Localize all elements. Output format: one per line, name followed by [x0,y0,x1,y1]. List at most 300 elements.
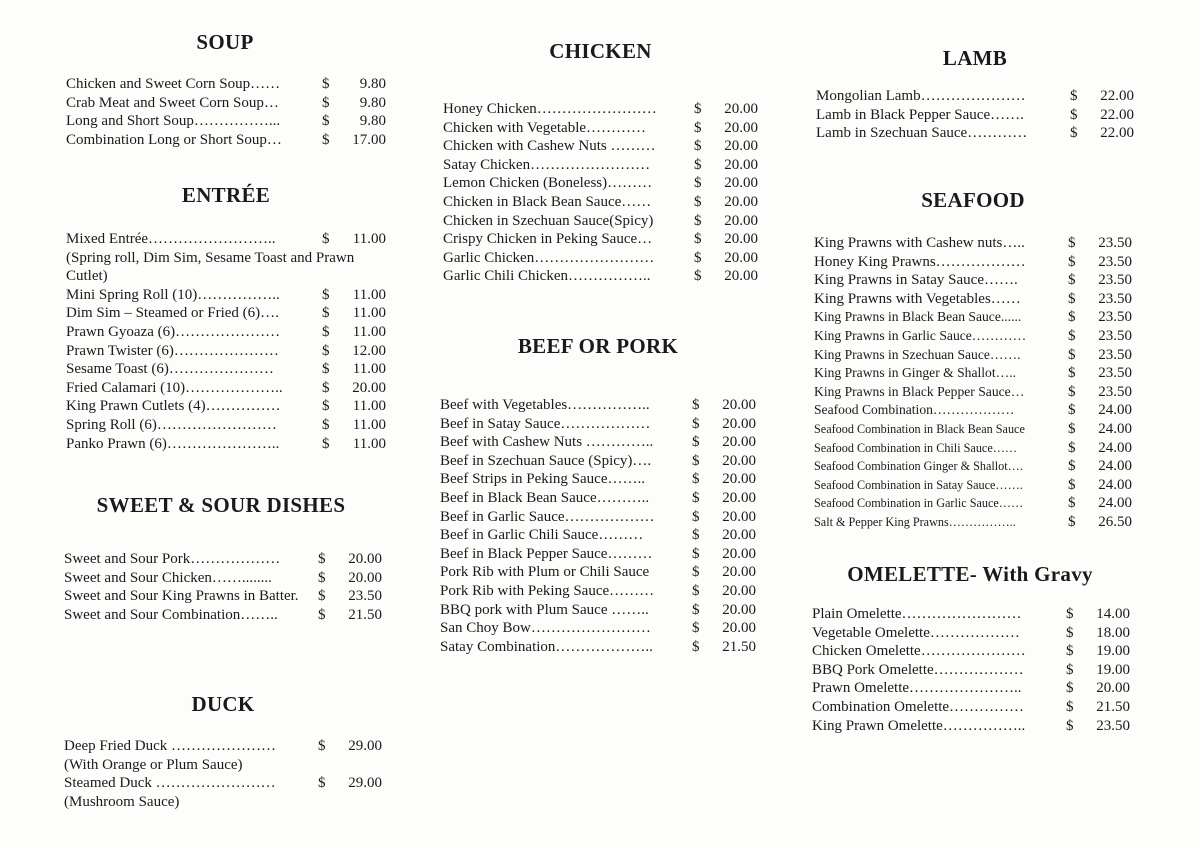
item-name: Combination Long or Short Soup… [66,131,282,148]
menu-item [66,230,386,249]
menu-item [814,476,1132,495]
section-title: SEAFOOD [921,188,1025,212]
currency: $ [322,94,330,111]
menu-item [812,642,1130,661]
item-price: 20.00 [724,231,758,248]
item-price: 11.00 [352,361,386,378]
item-note: (Mushroom Sauce) [64,793,180,810]
item-name: Chicken in Black Bean Sauce…… [443,193,652,210]
currency: $ [322,323,330,340]
currency: $ [694,119,702,136]
menu-item [440,415,756,434]
item-price: 9.80 [359,94,386,111]
item-price: 11.00 [352,231,386,247]
item-name: Steamed Duck …………………… [64,775,276,792]
item-name: Prawn Gyoaza (6)………………… [66,323,281,340]
item-name: Beef in Garlic Sauce……………… [440,508,655,525]
menu-item [812,605,1130,624]
section-chicken [443,39,758,286]
item-name: Combination Omelette…………… [812,698,1025,715]
item-name: Plain Omelette…………………… [812,606,1022,622]
item-name: Sweet and Sour King Prawns in Batter. [64,588,299,605]
currency: $ [1068,383,1076,400]
item-name: King Prawns with Vegetables…… [814,290,1021,307]
item-name: Beef in Szechuan Sauce (Spicy)…. [440,452,652,469]
item-price: 12.00 [352,342,386,359]
item-name: King Prawns in Szechuan Sauce……. [814,346,1021,362]
menu-item [443,100,758,119]
menu-item [66,397,386,416]
menu-item [440,563,756,582]
menu-item [814,271,1132,290]
menu-item [816,87,1134,106]
menu-item [64,606,382,625]
item-name: King Prawn Omelette…………….. [812,717,1026,734]
menu-item [66,416,386,435]
menu-item [66,304,386,323]
menu-item [440,452,756,471]
item-price: 20.00 [724,101,758,117]
item-name: Seafood Combination in Chili Sauce…… [814,440,1018,455]
menu-item [66,323,386,342]
item-name: Spring Roll (6)…………………… [66,416,277,433]
item-price: 14.00 [1096,606,1130,622]
section-title: SWEET & SOUR DISHES [96,493,346,517]
item-name: Lamb in Black Pepper Sauce……. [816,106,1024,123]
menu-item [440,619,756,638]
currency: $ [318,738,326,754]
currency: $ [1066,680,1074,697]
menu-item [64,550,382,569]
menu-item [816,124,1134,143]
item-price: 23.50 [1096,717,1130,734]
item-name: Garlic Chili Chicken…………….. [443,268,651,285]
currency: $ [322,361,330,378]
menu-item [64,737,382,756]
item-name: Beef in Black Bean Sauce……….. [440,489,650,506]
item-price: 22.00 [1100,125,1134,142]
menu-item [814,308,1132,327]
currency: $ [694,138,702,155]
item-name: Satay Chicken…………………… [443,156,651,173]
item-price: 11.00 [352,286,386,303]
item-price: 22.00 [1100,106,1134,123]
currency: $ [322,435,330,452]
menu-list [66,75,386,149]
item-price: 20.00 [352,379,386,396]
item-price: 23.50 [1098,272,1132,289]
item-price: 23.50 [1098,365,1132,382]
menu-item [440,526,756,545]
currency: $ [692,471,700,488]
currency: $ [1066,606,1074,622]
item-name: Beef in Garlic Chili Sauce……… [440,527,644,544]
item-price: 11.00 [352,323,386,340]
item-price: 24.00 [1098,439,1132,456]
item-name: Seafood Combination……………… [814,402,1015,418]
item-name: King Prawns with Cashew nuts….. [814,235,1025,251]
menu-list [440,396,756,656]
menu-item [440,601,756,620]
item-name: Chicken in Szechuan Sauce(Spicy) [443,212,654,229]
item-name: King Prawns in Garlic Sauce………… [814,327,1027,343]
item-price: 23.50 [1098,235,1132,251]
section-sweet-sour [64,493,382,624]
item-name: Salt & Pepper King Prawns…………….. [814,514,1016,529]
item-name: Long and Short Soup……………... [66,113,281,130]
item-name: Sweet and Sour Combination…….. [64,606,278,623]
currency: $ [692,397,700,413]
currency: $ [322,416,330,433]
menu-list [443,100,758,286]
currency: $ [322,398,330,415]
item-name: Mongolian Lamb………………… [816,88,1026,104]
menu-item [443,212,758,231]
menu-list [64,550,382,624]
item-price: 24.00 [1098,420,1132,437]
menu-item [66,94,386,113]
item-price: 20.00 [722,489,756,506]
currency: $ [692,452,700,469]
item-name: Sweet and Sour Chicken……........ [64,569,272,586]
item-price: 20.00 [724,249,758,266]
currency: $ [692,527,700,544]
item-price: 20.00 [722,452,756,469]
item-name: Fried Calamari (10)……………….. [66,379,283,396]
item-name: Prawn Omelette………………….. [812,680,1022,697]
item-name: Sesame Toast (6)………………… [66,361,274,378]
currency: $ [1068,235,1076,251]
section-title: SOUP [196,30,254,54]
item-price: 20.00 [348,569,382,586]
item-name: Chicken Omelette………………… [812,643,1026,660]
item-price: 20.00 [722,415,756,432]
currency: $ [692,564,700,581]
item-name: Mini Spring Roll (10)…………….. [66,286,280,303]
menu-item [440,508,756,527]
section-beef-pork [440,334,756,656]
item-name: Crab Meat and Sweet Corn Soup… [66,94,279,111]
section-title: ENTRÉE [181,183,271,207]
item-name: Satay Combination……………….. [440,638,653,655]
menu-item [66,112,386,131]
menu-item [812,717,1130,736]
currency: $ [694,175,702,192]
menu-item [440,396,756,415]
menu-item [443,156,758,175]
menu-item [440,470,756,489]
menu-item [814,513,1132,532]
menu-item [443,267,758,286]
item-name: Beef with Vegetables…………….. [440,397,650,413]
currency: $ [692,489,700,506]
menu-item [440,433,756,452]
item-name: Chicken with Vegetable………… [443,119,647,136]
currency: $ [692,601,700,618]
menu-item [814,290,1132,309]
item-name: Pork Rib with Plum or Chili Sauce [440,564,650,581]
item-price: 19.00 [1096,661,1130,678]
item-name: Beef in Satay Sauce……………… [440,415,651,432]
item-name: San Choy Bow…………………… [440,620,651,637]
item-price: 20.00 [724,138,758,155]
item-name: Vegetable Omelette……………… [812,624,1020,641]
item-name: King Prawns in Black Bean Sauce...... [814,309,1022,325]
item-price: 21.50 [348,606,382,623]
menu-item [443,249,758,268]
currency: $ [1068,513,1076,530]
item-price: 20.00 [722,397,756,413]
menu-item [440,582,756,601]
item-name: Seafood Combination in Black Bean Sauce [814,421,1025,436]
item-name: BBQ Pork Omelette……………… [812,661,1024,678]
currency: $ [318,588,326,605]
item-name: Beef in Black Pepper Sauce……… [440,545,653,562]
item-name: King Prawns in Black Pepper Sauce… [814,383,1025,399]
menu-item [66,435,386,454]
item-name: Sweet and Sour Pork……………… [64,551,281,567]
currency: $ [1068,458,1076,475]
menu-item [440,638,756,657]
item-name: Lamb in Szechuan Sauce………… [816,125,1028,142]
item-price: 9.80 [359,76,386,92]
section-seafood [814,188,1132,532]
menu-item [440,489,756,508]
item-price: 20.00 [724,193,758,210]
item-note: (Spring roll, Dim Sim, Sesame Toast and Prawn Cutlet) [66,249,355,285]
currency: $ [1068,402,1076,419]
currency: $ [1068,476,1076,493]
item-name: Dim Sim – Steamed or Fried (6)…. [66,305,279,322]
item-price: 24.00 [1098,476,1132,493]
menu-item [443,119,758,138]
currency: $ [1066,698,1074,715]
currency: $ [1068,290,1076,307]
menu-item [814,420,1132,439]
currency: $ [322,305,330,322]
section-entree [66,183,386,453]
currency: $ [318,569,326,586]
item-price: 21.50 [1096,698,1130,715]
menu-item [816,106,1134,125]
item-price: 20.00 [1096,680,1130,697]
item-price: 24.00 [1098,495,1132,512]
currency: $ [322,113,330,130]
menu-item [814,253,1132,272]
item-price: 20.00 [722,564,756,581]
item-price: 23.50 [348,588,382,605]
item-price: 29.00 [348,775,382,792]
item-price: 23.50 [1098,290,1132,307]
item-price: 19.00 [1096,643,1130,660]
currency: $ [692,620,700,637]
menu-item [443,174,758,193]
currency: $ [692,508,700,525]
item-price: 23.50 [1098,346,1132,363]
item-price: 20.00 [724,268,758,285]
item-name: Deep Fried Duck ………………… [64,738,277,754]
section-title: OMELETTE- With Gravy [847,562,1093,586]
currency: $ [1068,365,1076,382]
currency: $ [1070,88,1078,104]
item-name: Honey King Prawns……………… [814,253,1026,270]
item-price: 9.80 [359,113,386,130]
menu-item [814,327,1132,346]
currency: $ [1066,643,1074,660]
section-title: LAMB [942,46,1008,70]
currency: $ [322,231,330,247]
currency: $ [1068,272,1076,289]
item-name: Lemon Chicken (Boneless)……… [443,175,653,192]
currency: $ [1070,125,1078,142]
item-name: Seafood Combination in Garlic Sauce…… [814,496,1024,511]
menu-item [812,679,1130,698]
menu-item [814,346,1132,365]
menu-item [814,401,1132,420]
currency: $ [694,231,702,248]
item-price: 11.00 [352,416,386,433]
menu-item [443,193,758,212]
item-price: 20.00 [722,601,756,618]
section-title: BEEF OR PORK [517,334,679,358]
item-price: 23.50 [1098,309,1132,326]
menu-item [66,286,386,305]
section-omelette [812,562,1130,735]
item-price: 23.50 [1098,253,1132,270]
item-name: Chicken and Sweet Corn Soup…… [66,76,281,92]
currency: $ [322,76,330,92]
item-price: 20.00 [722,471,756,488]
menu-item [64,587,382,606]
item-name: Mixed Entrée…………………….. [66,231,276,247]
menu-item [66,131,386,150]
menu-item [812,698,1130,717]
item-price: 17.00 [352,131,386,148]
item-name: Beef Strips in Peking Sauce…….. [440,471,645,488]
menu-item [64,569,382,588]
currency: $ [318,551,326,567]
item-name: Honey Chicken…………………… [443,101,657,117]
item-price: 11.00 [352,305,386,322]
currency: $ [1068,439,1076,456]
menu-item [66,75,386,94]
item-price: 21.50 [722,638,756,655]
menu-item [443,230,758,249]
item-price: 20.00 [722,527,756,544]
currency: $ [1068,420,1076,437]
item-price: 23.50 [1098,383,1132,400]
currency: $ [322,379,330,396]
currency: $ [318,606,326,623]
currency: $ [1066,624,1074,641]
menu-item [814,439,1132,458]
menu-item [66,360,386,379]
menu-list [812,605,1130,735]
item-name: Panko Prawn (6)………………….. [66,435,280,452]
item-name: King Prawn Cutlets (4)…………… [66,398,281,415]
item-price: 20.00 [722,434,756,451]
item-price: 29.00 [348,738,382,754]
item-name: Garlic Chicken…………………… [443,249,655,266]
currency: $ [692,434,700,451]
currency: $ [322,286,330,303]
item-price: 20.00 [724,156,758,173]
menu-item [814,457,1132,476]
item-price: 20.00 [722,508,756,525]
item-name: King Prawns in Ginger & Shallot….. [814,365,1017,381]
menu-item [814,234,1132,253]
currency: $ [322,342,330,359]
item-price: 11.00 [352,435,386,452]
currency: $ [1068,495,1076,512]
currency: $ [692,582,700,599]
item-price: 20.00 [724,119,758,136]
currency: $ [322,131,330,148]
item-price: 22.00 [1100,88,1134,104]
menu-item [812,624,1130,643]
item-price: 26.50 [1098,513,1132,530]
currency: $ [318,775,326,792]
item-price: 20.00 [722,545,756,562]
item-price: 23.50 [1098,327,1132,344]
currency: $ [692,638,700,655]
currency: $ [1066,661,1074,678]
item-price: 24.00 [1098,458,1132,475]
currency: $ [694,156,702,173]
menu-item [66,342,386,361]
section-title: CHICKEN [549,39,652,63]
currency: $ [694,249,702,266]
item-name: Chicken with Cashew Nuts ……… [443,138,656,155]
menu-item [443,137,758,156]
currency: $ [1066,717,1074,734]
menu-list [816,87,1134,143]
section-title: DUCK [191,692,255,716]
item-price: 20.00 [348,551,382,567]
currency: $ [1068,346,1076,363]
item-price: 24.00 [1098,402,1132,419]
item-price: 20.00 [722,620,756,637]
menu-list [64,737,382,811]
menu-list [814,234,1132,532]
item-name: Beef with Cashew Nuts ………….. [440,434,654,451]
currency: $ [1068,327,1076,344]
section-duck [64,692,382,811]
section-soup [66,30,386,149]
menu-list [66,286,386,453]
section-lamb [816,46,1134,143]
item-name: Seafood Combination in Satay Sauce……. [814,477,1023,492]
currency: $ [694,268,702,285]
item-name: Seafood Combination Ginger & Shallot…. [814,459,1023,474]
item-name: Pork Rib with Peking Sauce……… [440,582,655,599]
currency: $ [694,193,702,210]
menu-item [64,774,382,793]
menu-item [440,545,756,564]
item-price: 20.00 [724,175,758,192]
item-name: Prawn Twister (6)………………… [66,342,279,359]
currency: $ [692,545,700,562]
item-note: (With Orange or Plum Sauce) [64,756,243,773]
item-name: BBQ pork with Plum Sauce …….. [440,601,649,618]
menu-item [66,379,386,398]
menu-item [812,661,1130,680]
item-price: 18.00 [1096,624,1130,641]
currency: $ [692,415,700,432]
menu-item [814,494,1132,513]
currency: $ [1070,106,1078,123]
item-name: Crispy Chicken in Peking Sauce… [443,231,653,248]
